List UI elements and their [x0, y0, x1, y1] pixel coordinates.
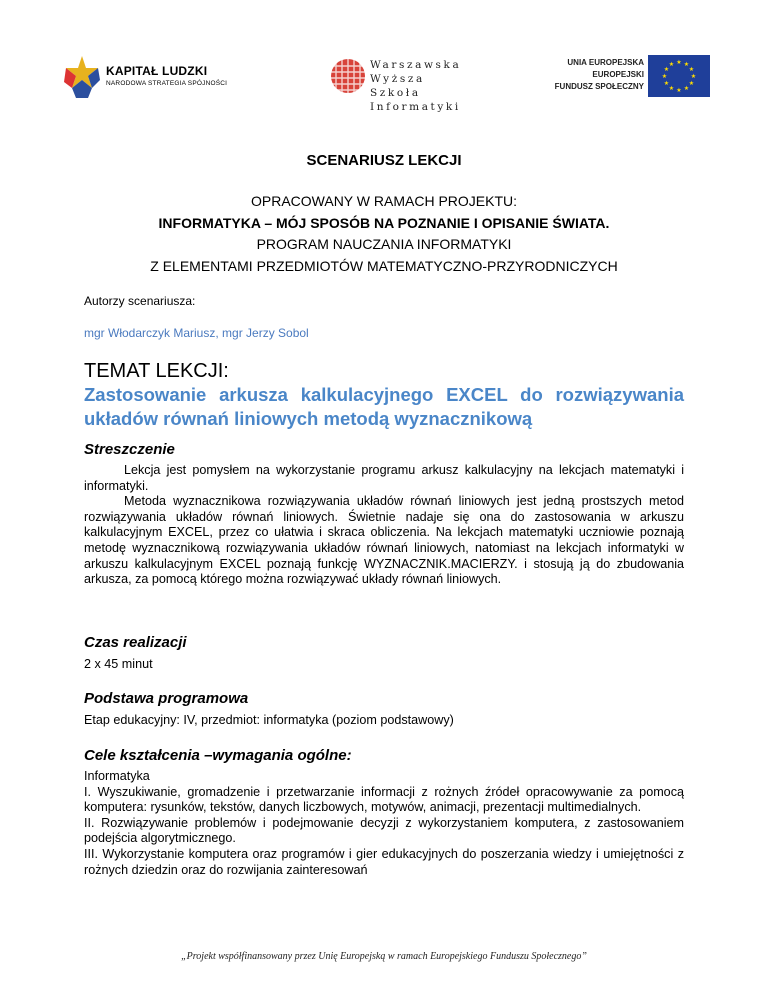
summary-text: [84, 463, 684, 588]
document-title: SCENARIUSZ LEKCJI: [306, 152, 462, 169]
goal-item-1: I. Wyszukiwanie, gromadzenie i przetwarzanie informacji z rożnych źródeł opracowywanie za pomocą komputera: rysunków, tekstów, danych liczbowych, motywów, animacji, prezentacji multimedialnych.: [84, 784, 684, 815]
wwsi-line-1: Warszawska: [370, 59, 462, 71]
kapital-ludzki-subtitle: NARODOWA STRATEGIA SPÓJNOŚCI: [106, 80, 228, 87]
project-line-3: PROGRAM NAUCZANIA INFORMATYKI: [256, 236, 512, 252]
svg-text:★: ★: [688, 66, 695, 73]
duration-heading: Czas realizacji: [84, 634, 187, 651]
wwsi-mosaic-icon: [330, 55, 366, 97]
svg-text:★: ★: [668, 85, 675, 92]
goal-item-3: III. Wykorzystanie komputera oraz programów i gier edukacyjnych do poszerzania wiedzy i umiejętności z rożnych dziedzin oraz do rozwijania zainteresowań: [84, 846, 684, 877]
goals-text: [84, 769, 684, 878]
svg-text:★: ★: [668, 61, 675, 68]
svg-text:★: ★: [676, 87, 682, 94]
basis-heading: Podstawa programowa: [84, 690, 249, 707]
svg-text:★: ★: [683, 61, 690, 68]
project-info: [0, 191, 768, 277]
wwsi-name: [370, 58, 465, 114]
eu-line-1: UNIA EUROPEJSKA: [567, 58, 644, 67]
summary-paragraph-1: Lekcja jest pomysłem na wykorzystanie programu arkusz kalkulacyjny na lekcjach matematyki i informatyki.: [84, 463, 684, 493]
project-line-2: INFORMATYKA – MÓJ SPOSÓB NA POZNANIE I OPISANIE ŚWIATA.: [158, 214, 610, 231]
project-line-4: Z ELEMENTAMI PRZEDMIOTÓW MATEMATYCZNO-PRZYRODNICZYCH: [150, 257, 618, 274]
duration-value: 2 x 45 minut: [84, 657, 153, 671]
goals-subject: Informatyka: [84, 769, 150, 783]
goal-item-2: II. Rozwiązywanie problemów i podejmowanie decyzji z wykorzystaniem komputera, z zastosowaniem podejścia algorytmicznego.: [84, 815, 684, 846]
eu-text: [555, 57, 644, 93]
svg-text:★: ★: [663, 66, 670, 73]
svg-text:★: ★: [690, 73, 697, 80]
svg-text:★: ★: [688, 80, 695, 87]
wwsi-line-2: Wyższa Szkoła: [370, 73, 425, 99]
eu-logo: [540, 55, 710, 99]
authors: mgr Włodarczyk Mariusz, mgr Jerzy Sobol: [84, 326, 309, 340]
footer-note: „Projekt współfinansowany przez Unię Europejską w ramach Europejskiego Funduszu Społecznego”: [181, 951, 587, 962]
wwsi-logo: [330, 55, 465, 113]
basis-value: Etap edukacyjny: IV, przedmiot: informatyka (poziom podstawowy): [84, 713, 454, 727]
svg-text:★: ★: [683, 85, 690, 92]
authors-label: Autorzy scenariusza:: [84, 294, 196, 308]
wwsi-line-3: Informatyki: [370, 101, 461, 113]
topic-label: TEMAT LEKCJI:: [84, 360, 229, 382]
topic-title: Zastosowanie arkusza kalkulacyjnego EXCEL do rozwiązywania układów równań liniowych metodą wyznacznikową: [84, 384, 684, 429]
eu-flag-icon: [648, 55, 710, 97]
svg-text:★: ★: [676, 59, 682, 66]
kapital-ludzki-logo: [62, 52, 232, 100]
eu-line-3: FUNDUSZ SPOŁECZNY: [554, 82, 644, 91]
goals-heading: Cele kształcenia –wymagania ogólne:: [84, 747, 352, 764]
kapital-ludzki-star-icon: [62, 52, 102, 100]
eu-line-2: EUROPEJSKI: [592, 70, 644, 79]
svg-text:★: ★: [661, 73, 668, 80]
kapital-ludzki-title: KAPITAŁ LUDZKI: [106, 64, 208, 78]
project-line-1: OPRACOWANY W RAMACH PROJEKTU:: [250, 193, 518, 209]
summary-heading: Streszczenie: [84, 441, 175, 458]
svg-text:★: ★: [663, 80, 670, 87]
summary-paragraph-2: Metoda wyznacznikowa rozwiązywania układów równań liniowych jest jedną prostszych metod rozwiązywania układów równań liniowych. Świetnie nadaje się ona do zastosowania w arkuszu kalkulacyjnym EXCEL, przez co ułatwia i skraca obliczenia. Na lekcjach matematyki uczniowie poznają metodę wyznacznikową rozwiązywania układów równań liniowych, natomiast na lekcjach informatyki w arkuszu kalkulacyjnym EXCEL poznają funkcję WYZNACZNIK.MACIERZY. i stosują ją do zbudowania arkusza, za pomocą którego można rozwiązywać układy równań liniowych.: [84, 494, 684, 587]
